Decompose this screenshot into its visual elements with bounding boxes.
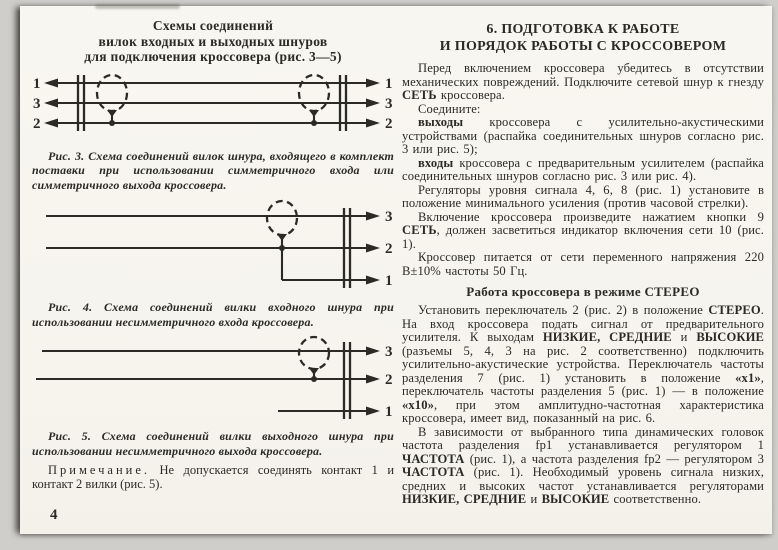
fig3-right-arrows	[366, 78, 380, 127]
fig5-pin-labels	[385, 344, 393, 420]
paragraph-stereo-setup: Установить переключатель 2 (рис. 2) в положение СТЕРЕО. На вход кроссовера подать сигнал от предварительного усилителя. К выходам НИЗКИЕ, СРЕДНИЕ и ВЫСОКИЕ (разъемы 5, 4, 3 на рис. 2 соответственно) подключить усилительно-акустические устройства. Переключатель частоты разделения 7 (рис. 1) установить в положение «x1», переключатель частоты разделения 5 (рис. 1) — в положение «x10», при этом амплитудно-частотная характеристика кроссовера, имеет вид, показанный на рис. 6.	[402, 303, 764, 425]
svg-text:1: 1	[385, 75, 393, 92]
stereo-subheading: Работа кроссовера в режиме СТЕРЕО	[466, 284, 700, 299]
paragraph-crossover-frequency: В зависимости от выбранного типа динамических головок частота разделения fp1 устанавливается регулятором 1 ЧАСТОТА (рис. 1), а частота разделения fp2 — регулятором 3 ЧАСТОТА (рис. 1). Необходимый уровень сигнала низких, средних и высоких частот устанавливается регуляторами НИЗКИЕ, СРЕДНИЕ и ВЫСОКИЕ соответственно.	[402, 424, 764, 506]
svg-text:2: 2	[385, 115, 393, 132]
fig3-diagram	[32, 69, 394, 147]
svg-text:2: 2	[385, 241, 393, 257]
paragraph-outputs: выходы кроссовера с усилительно-акустическими устройствами (распайка соединительных шнуров согласно рис. 3 или рис. 5);	[402, 115, 764, 156]
fig5-diagram	[32, 333, 394, 427]
manual-page	[20, 6, 772, 534]
svg-text:1: 1	[385, 404, 393, 420]
note-paragraph	[32, 464, 394, 492]
fig5-right-arrows	[366, 347, 380, 416]
figures-column	[32, 18, 394, 492]
instructions-column	[402, 22, 764, 507]
paragraph-preparation: Перед включением кроссовера убедитесь в отсутствии механических повреждений. Подключите сетевой шнур к гнезду СЕТЬ кроссовера.	[402, 61, 764, 102]
fig4-right-arrows	[366, 212, 380, 285]
svg-text:3: 3	[385, 209, 393, 225]
svg-text:1: 1	[33, 75, 41, 92]
figures-heading-line2: вилок входных и выходных шнуров	[98, 33, 328, 49]
fig4-caption: Рис. 4. Схема соединений вилки входного шнура при использовании несимметричного входа кроссовера.	[32, 300, 394, 329]
fig5-shield	[299, 337, 329, 382]
section-heading	[402, 22, 764, 55]
section-heading-line1: 6. ПОДГОТОВКА К РАБОТЕ	[486, 22, 680, 37]
svg-text:3: 3	[385, 95, 393, 112]
svg-text:1: 1	[385, 273, 393, 289]
svg-text:2: 2	[33, 115, 41, 132]
paragraph-power-supply: Кроссовер питается от сети переменного напряжения 220 В±10% частоты 50 Гц.	[402, 250, 764, 278]
page-number: 4	[50, 507, 58, 523]
fig4-pin-labels	[385, 209, 393, 289]
paragraph-connect-intro: Соедините:	[418, 101, 481, 116]
fig4-shield	[267, 201, 297, 251]
note-label: Примечание.	[48, 463, 151, 477]
fig5-plug-boundary	[344, 342, 350, 419]
fig5-wires	[36, 351, 368, 411]
fig3-wires	[54, 83, 368, 123]
scan-artifact	[95, 4, 180, 9]
paragraph-power-on: Включение кроссовера произведите нажатием кнопки 9 СЕТЬ, должен засветиться индикатор включения сети 10 (рис. 1).	[402, 209, 764, 251]
section-heading-line2: И ПОРЯДОК РАБОТЫ С КРОССОВЕРОМ	[439, 38, 727, 54]
figures-heading-line3: для подключения кроссовера (рис. 3—5)	[84, 49, 342, 64]
fig4-wires	[46, 216, 368, 280]
fig4-diagram	[32, 196, 394, 298]
fig3-caption: Рис. 3. Схема соединений вилок шнура, входящего в комплект поставки при использовании симметричного входа или симметричного выхода кроссовера.	[32, 148, 394, 192]
paragraph-inputs: входы кроссовера с предварительным усилителем (распайка соединительных шнуров согласно рис. 3 или рис. 4).	[402, 155, 764, 183]
svg-text:3: 3	[33, 95, 41, 112]
paragraph-level-controls: Регуляторы уровня сигнала 4, 6, 8 (рис. 1) установите в положение минимального усиления (против часовой стрелки).	[402, 182, 764, 210]
fig5-caption: Рис. 5. Схема соединений вилки выходного шнура при использовании несимметричного выхода кроссовера.	[32, 429, 394, 458]
figures-heading	[32, 18, 394, 65]
figures-heading-line1: Схемы соединений	[152, 18, 274, 33]
svg-text:2: 2	[385, 372, 393, 388]
note-text: Не допускается соединять контакт 1 и контакт 2 вилки (рис. 5).	[32, 463, 395, 491]
svg-text:3: 3	[385, 344, 393, 360]
fig3-left-arrows	[44, 78, 58, 127]
